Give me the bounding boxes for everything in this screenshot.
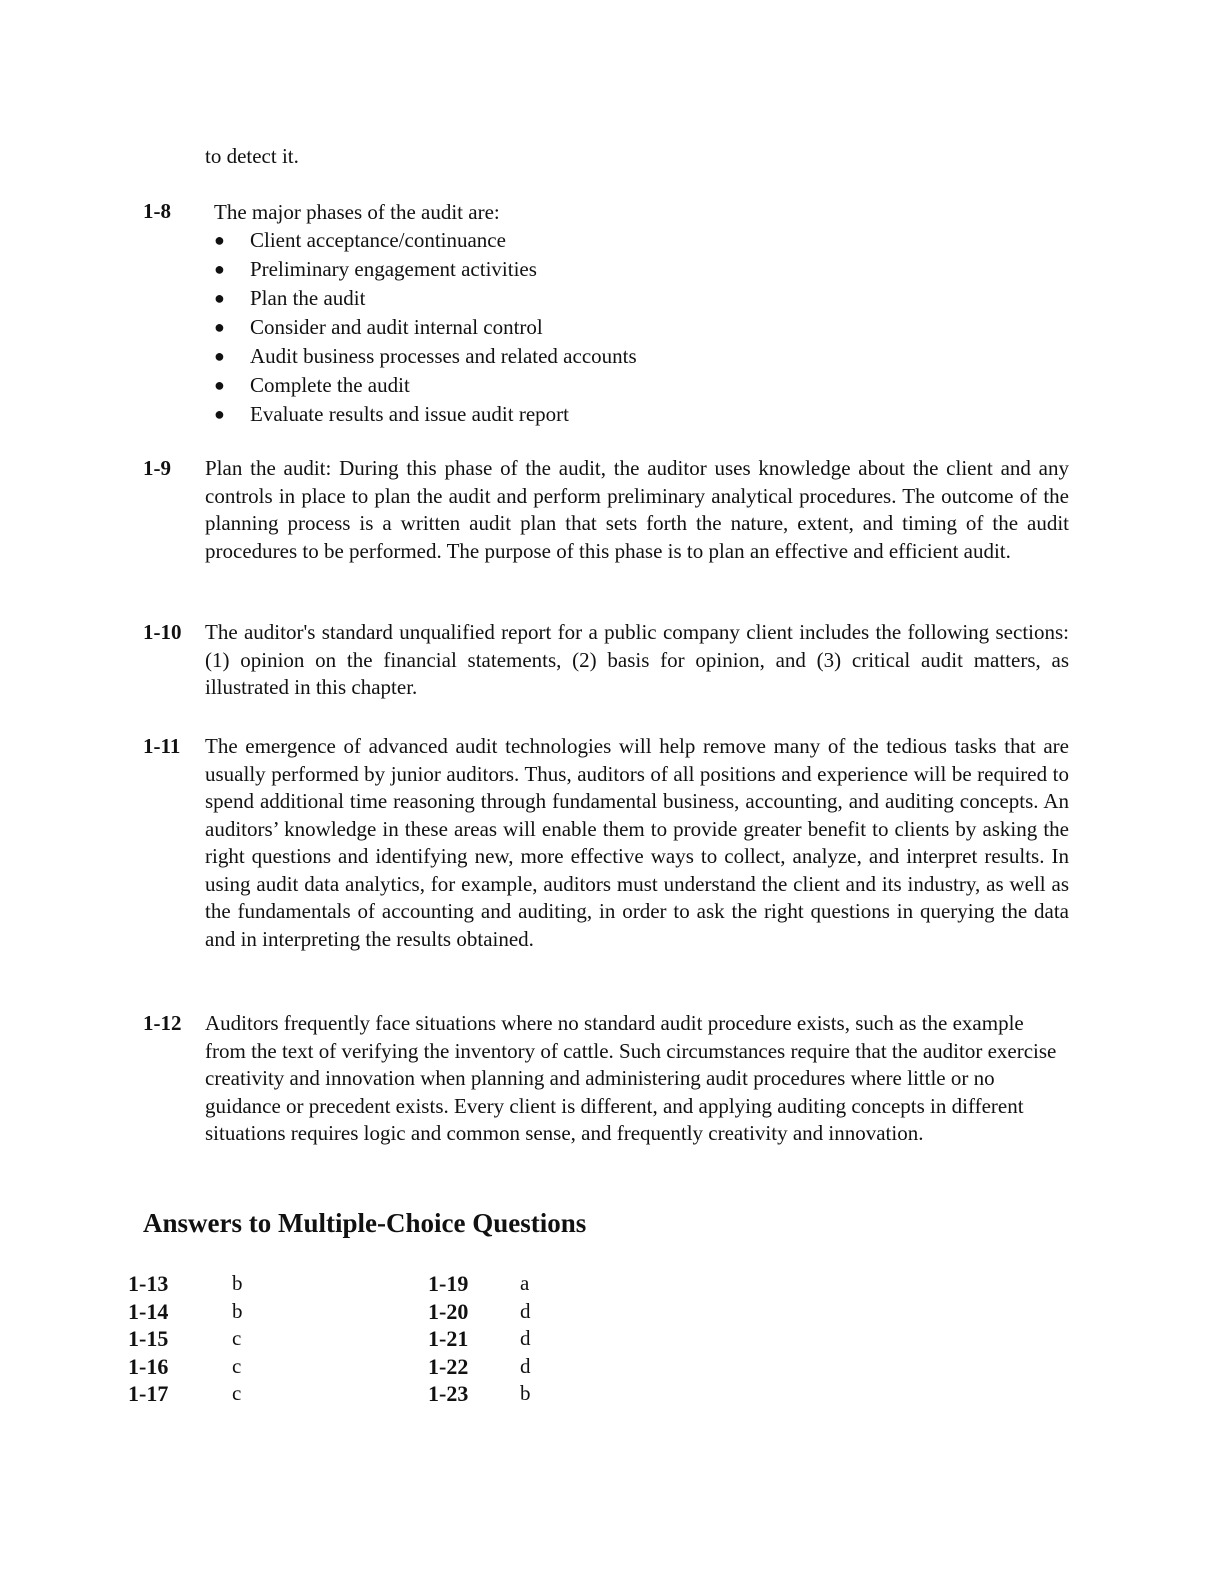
- table-row: 1-14 b 1-20 d: [128, 1298, 531, 1324]
- question-number: 1-11: [143, 734, 181, 758]
- answer-paragraph: The emergence of advanced audit technologies will help remove many of the tedious tasks that are usually performed by junior auditors. Thus, auditors of all positions and experience will be required to spend additional time reasoning through fundamental business, accounting, and auditing concepts. An auditors’ knowledge in these areas will enable them to provide greater benefit to clients by asking the right questions and identifying new, more effective ways to collect, analyze, and interpret results. In using audit data analytics, for example, auditors must understand the client and its industry, as well as the fundamentals of accounting and auditing, in order to ask the right questions in querying the data and in interpreting the results obtained.: [205, 734, 1069, 951]
- question-1-12: [143, 1010, 1069, 1148]
- list-item: ● Preliminary engagement activities: [214, 255, 637, 284]
- bullet-icon: ●: [214, 230, 225, 250]
- list-item: ● Evaluate results and issue audit report: [214, 400, 637, 429]
- list-item: ● Consider and audit internal control: [214, 313, 637, 342]
- question-number: 1-10: [143, 620, 182, 644]
- question-1-11: [143, 733, 1069, 953]
- question-number: 1-12: [143, 1011, 182, 1035]
- question-number: 1-8: [143, 199, 171, 223]
- bullet-icon: ●: [214, 259, 225, 279]
- question-1-9: [143, 455, 1069, 565]
- bullet-icon: ●: [214, 404, 225, 424]
- bullet-icon: ●: [214, 288, 225, 308]
- phase-list: [214, 226, 637, 429]
- list-item: ● Complete the audit: [214, 371, 637, 400]
- table-row: 1-16 c 1-22 d: [128, 1353, 531, 1379]
- list-item: ● Plan the audit: [214, 284, 637, 313]
- question-1-10: [143, 619, 1069, 702]
- continuation-text: to detect it.: [205, 144, 299, 168]
- question-1-8: [143, 198, 1069, 430]
- list-item: ● Client acceptance/continuance: [214, 226, 637, 255]
- question-number: 1-9: [143, 456, 171, 480]
- list-item: ● Audit business processes and related accounts: [214, 342, 637, 371]
- section-heading: Answers to Multiple-Choice Questions: [143, 1208, 587, 1238]
- table-row: 1-17 c 1-23 b: [128, 1381, 531, 1406]
- bullet-icon: ●: [214, 346, 225, 366]
- answer-paragraph: The auditor's standard unqualified report for a public company client includes the following sections: (1) opinion on the financial statements, (2) basis for opinion, and (3) critical audit matters, as illustrated in this chapter.: [205, 620, 1069, 699]
- answers-table: [128, 1270, 560, 1408]
- table-row: 1-15 c 1-21 d: [128, 1326, 531, 1351]
- bullet-icon: ●: [214, 317, 225, 337]
- answer-paragraph: Auditors frequently face situations where no standard audit procedure exists, such as the example from the text of verifying the inventory of cattle. Such circumstances require that the auditor exercise creativity and innovation when planning and administering audit procedures where little or no guidance or precedent exists. Every client is different, and applying auditing concepts in different situations requires logic and common sense, and frequently creativity and innovation.: [205, 1011, 1057, 1145]
- bullet-icon: ●: [214, 375, 225, 395]
- answer-paragraph: Plan the audit: During this phase of the audit, the auditor uses knowledge about the client and any controls in place to plan the audit and perform preliminary analytical procedures. The outcome of the planning process is a written audit plan that sets forth the nature, extent, and timing of the audit procedures to be performed. The purpose of this phase is to plan an effective and efficient audit.: [205, 456, 1069, 563]
- table-row: 1-13 b 1-19 a: [128, 1271, 530, 1296]
- question-intro: The major phases of the audit are:: [214, 200, 500, 224]
